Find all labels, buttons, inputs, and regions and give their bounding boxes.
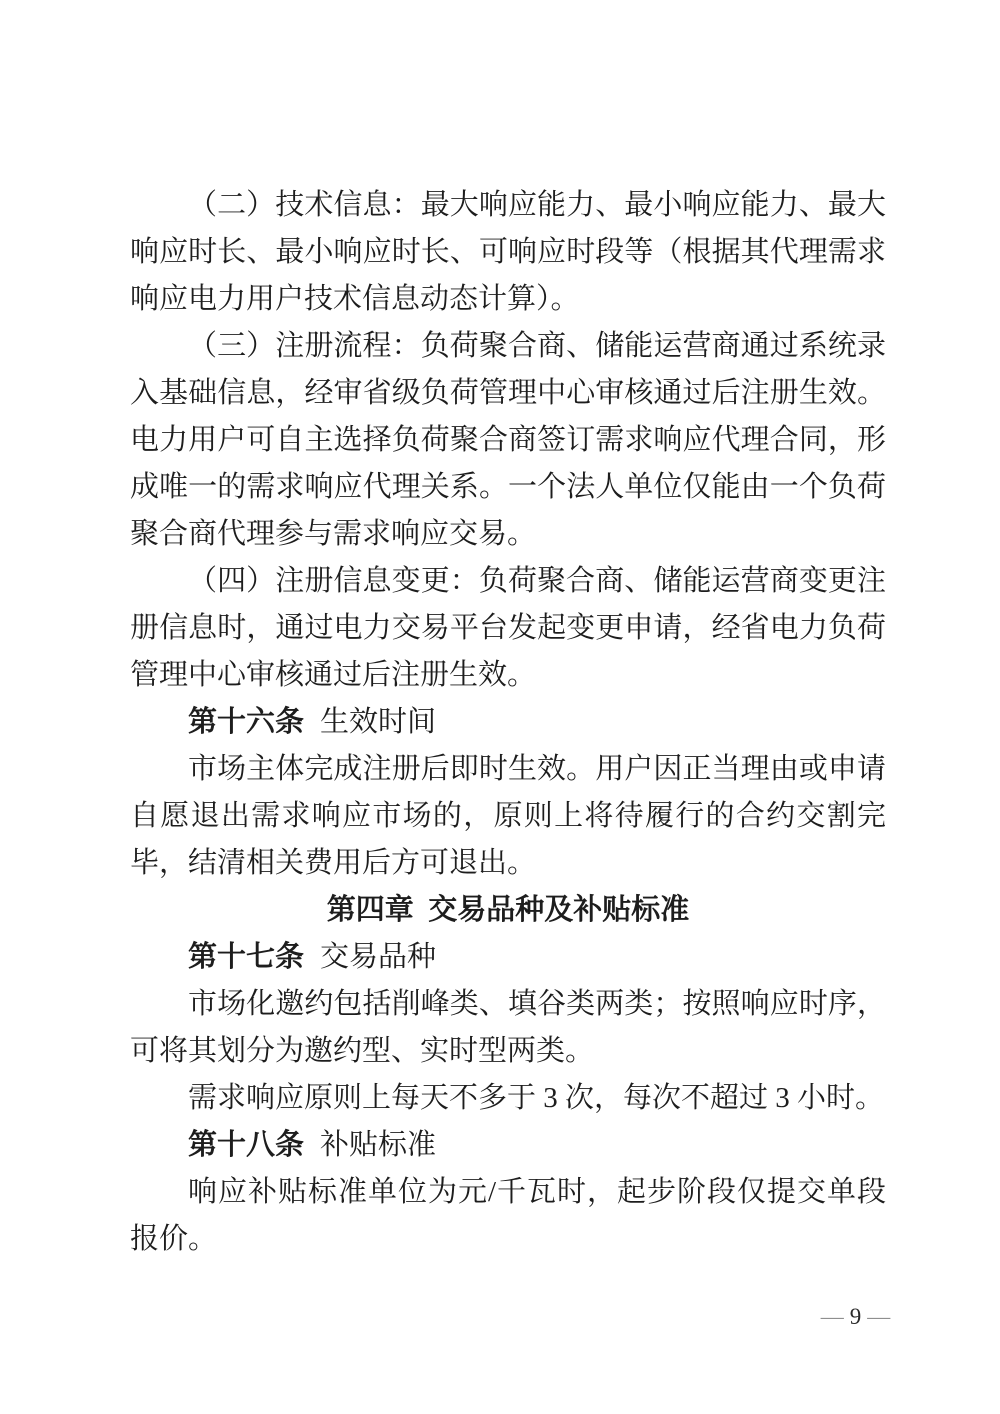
article-16-body: 市场主体完成注册后即时生效。用户因正当理由或申请自愿退出需求响应市场的，原则上将待履行的合约交割完毕，结清相关费用后方可退出。 (130, 753, 886, 879)
chapter-4-title: 交易品种及补贴标准 (428, 894, 690, 926)
chapter-4-heading (130, 887, 886, 934)
article-18-body: 响应补贴标准单位为元/千瓦时，起步阶段仅提交单段报价。 (130, 1176, 886, 1255)
chapter-4-number: 第四章 (326, 894, 414, 926)
article-16-title: 生效时间 (319, 706, 436, 738)
article-17-title: 交易品种 (319, 941, 436, 973)
document-body (130, 182, 886, 1263)
article-18-title: 补贴标准 (319, 1129, 436, 1161)
article-18-number: 第十八条 (188, 1129, 305, 1161)
page-number-value: 9 (849, 1304, 863, 1329)
paragraph-item-2-tech-info: （二）技术信息：最大响应能力、最小响应能力、最大响应时长、最小响应时长、可响应时段等（根据其代理需求响应电力用户技术信息动态计算）。 (130, 189, 886, 315)
article-17-body-1: 市场化邀约包括削峰类、填谷类两类；按照响应时序，可将其划分为邀约型、实时型两类。 (130, 988, 886, 1067)
article-17-heading (130, 934, 886, 981)
article-17-body-2: 需求响应原则上每天不多于 3 次，每次不超过 3 小时。 (188, 1082, 885, 1114)
article-16-heading (130, 699, 886, 746)
page-number-dash-right: — (867, 1304, 892, 1329)
article-16-number: 第十六条 (188, 706, 305, 738)
article-17-number: 第十七条 (188, 941, 305, 973)
page-number (796, 1302, 916, 1332)
paragraph-item-3-registration-process: （三）注册流程：负荷聚合商、储能运营商通过系统录入基础信息，经审省级负荷管理中心审核通过后注册生效。电力用户可自主选择负荷聚合商签订需求响应代理合同，形成唯一的需求响应代理关系。一个法人单位仅能由一个负荷聚合商代理参与需求响应交易。 (130, 330, 886, 550)
article-18-heading (130, 1122, 886, 1169)
page-number-dash-left: — (820, 1304, 845, 1329)
paragraph-item-4-registration-change: （四）注册信息变更：负荷聚合商、储能运营商变更注册信息时，通过电力交易平台发起变更申请，经省电力负荷管理中心审核通过后注册生效。 (130, 565, 886, 691)
